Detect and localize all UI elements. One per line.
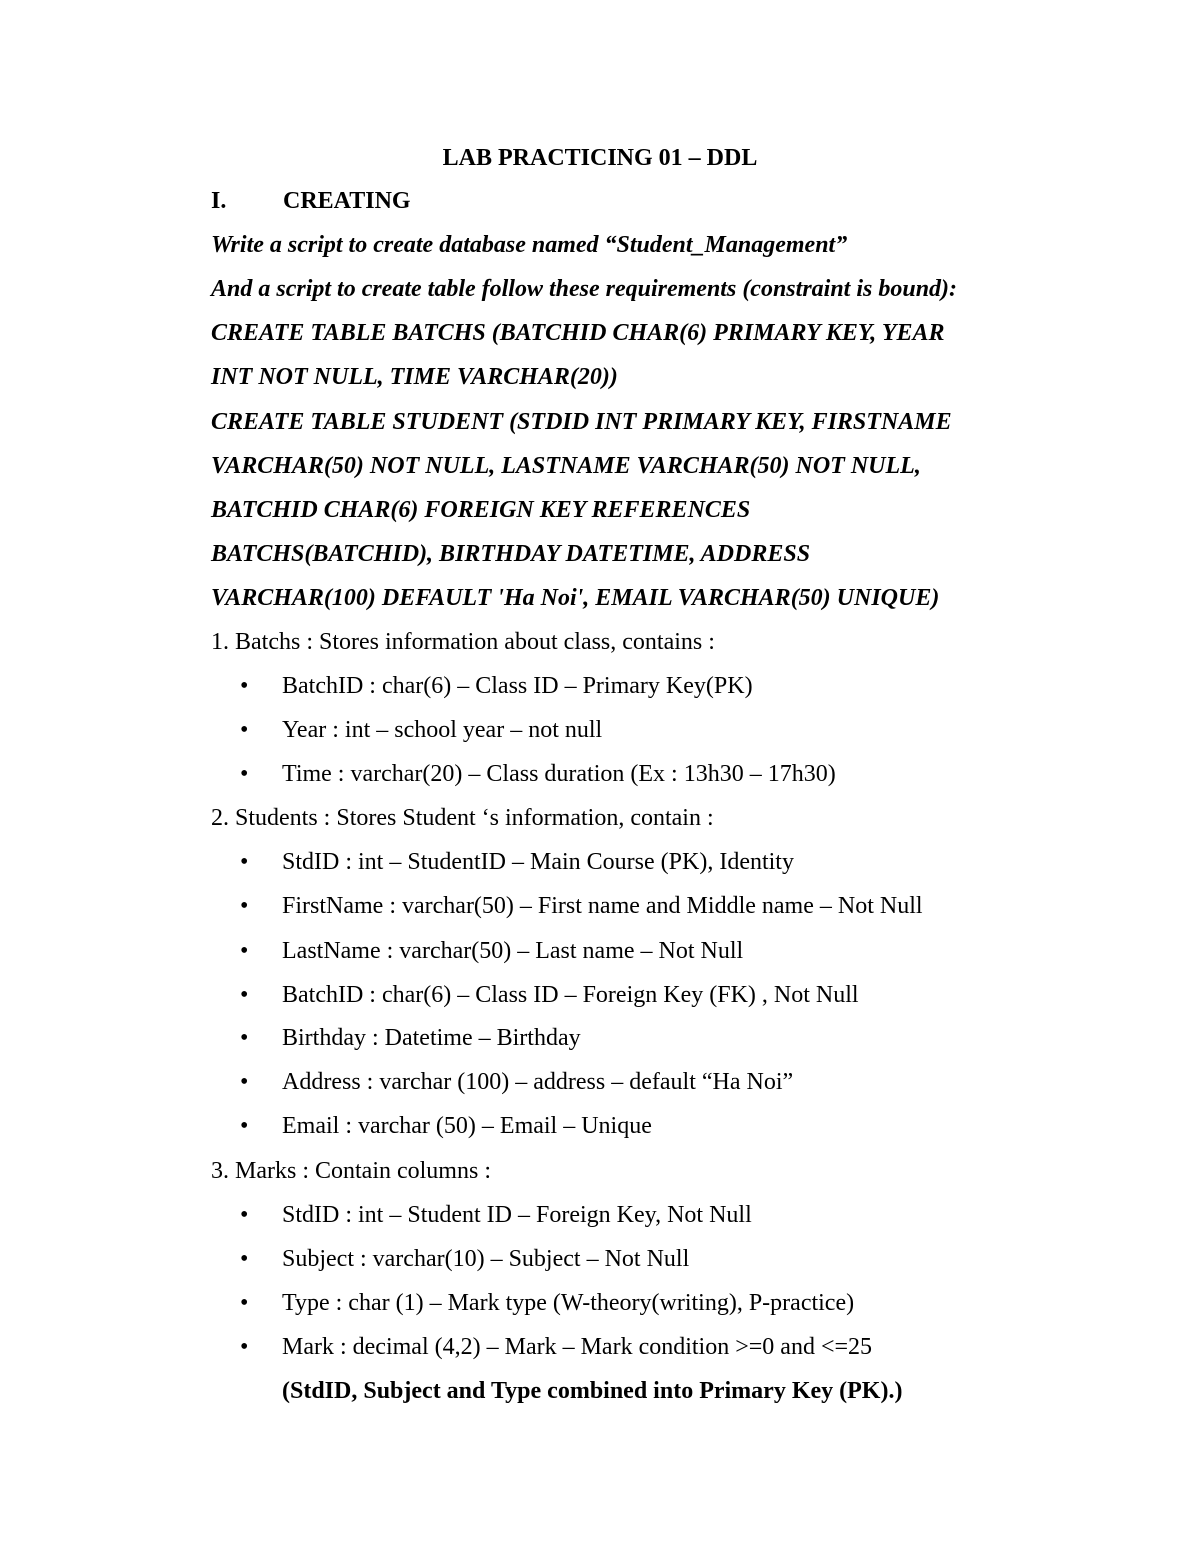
document-title: LAB PRACTICING 01 – DDL (442, 145, 758, 171)
list-item-text: Birthday : Datetime – Birthday (282, 1025, 581, 1051)
bullet-icon: • (240, 893, 249, 919)
bullet-icon: • (240, 938, 249, 964)
bullet-icon: • (240, 761, 249, 787)
list-item (240, 760, 836, 788)
list-item (240, 1024, 581, 1052)
list-item (240, 1333, 872, 1361)
bullet-icon: • (240, 849, 249, 875)
bullet-icon: • (240, 1246, 249, 1272)
list-item (240, 937, 743, 965)
list-item (240, 892, 923, 920)
instruction-line: Write a script to create database named “Student_Management” (211, 232, 848, 258)
bullet-icon: • (240, 1113, 249, 1139)
sql-line: INT NOT NULL, TIME VARCHAR(20)) (211, 364, 618, 390)
list-item-text: Year : int – school year – not null (282, 717, 603, 743)
sql-line: VARCHAR(50) NOT NULL, LASTNAME VARCHAR(50) NOT NULL, (211, 453, 921, 479)
list-item (240, 1289, 854, 1317)
bullet-icon: • (240, 1025, 249, 1051)
list-item (240, 1201, 752, 1229)
list-item-text: StdID : int – StudentID – Main Course (PK), Identity (282, 849, 794, 875)
list-item-text: FirstName : varchar(50) – First name and Middle name – Not Null (282, 893, 923, 919)
list-item (240, 1068, 793, 1096)
table-heading-batchs: 1. Batchs : Stores information about class, contains : (211, 629, 715, 655)
list-item-text: BatchID : char(6) – Class ID – Primary Key(PK) (282, 673, 753, 699)
bullet-icon: • (240, 717, 249, 743)
list-item (240, 981, 859, 1009)
section-heading (211, 187, 411, 215)
table-heading-students: 2. Students : Stores Student ‘s information, contain : (211, 805, 714, 831)
bullet-icon: • (240, 1290, 249, 1316)
bullet-icon: • (240, 1334, 249, 1360)
sql-line: VARCHAR(100) DEFAULT 'Ha Noi', EMAIL VARCHAR(50) UNIQUE) (211, 585, 940, 611)
list-item-text: Time : varchar(20) – Class duration (Ex : 13h30 – 17h30) (282, 761, 836, 787)
list-item-text: Address : varchar (100) – address – default “Ha Noi” (282, 1069, 794, 1095)
sql-line: CREATE TABLE BATCHS (BATCHID CHAR(6) PRIMARY KEY, YEAR (211, 320, 945, 346)
sql-line: BATCHS(BATCHID), BIRTHDAY DATETIME, ADDRESS (211, 541, 811, 567)
bullet-icon: • (240, 1069, 249, 1095)
sql-line: BATCHID CHAR(6) FOREIGN KEY REFERENCES (211, 497, 751, 523)
primary-key-note: (StdID, Subject and Type combined into Primary Key (PK).) (282, 1378, 903, 1404)
list-item (240, 1245, 689, 1273)
list-item (240, 672, 753, 700)
list-item-text: Mark : decimal (4,2) – Mark – Mark condition >=0 and <=25 (282, 1334, 873, 1360)
bullet-icon: • (240, 982, 249, 1008)
bullet-icon: • (240, 673, 249, 699)
list-item-text: Subject : varchar(10) – Subject – Not Null (282, 1246, 690, 1272)
list-item-text: LastName : varchar(50) – Last name – Not Null (282, 938, 744, 964)
list-item (240, 848, 794, 876)
section-title: CREATING (283, 188, 411, 214)
sql-line: CREATE TABLE STUDENT (STDID INT PRIMARY KEY, FIRSTNAME (211, 409, 952, 435)
list-item-text: Email : varchar (50) – Email – Unique (282, 1113, 652, 1139)
bullet-icon: • (240, 1202, 249, 1228)
table-heading-marks: 3. Marks : Contain columns : (211, 1158, 491, 1184)
section-number: I. (211, 188, 227, 214)
list-item-text: Type : char (1) – Mark type (W-theory(writing), P-practice) (282, 1290, 855, 1316)
instruction-line: And a script to create table follow these requirements (constraint is bound): (211, 276, 958, 302)
list-item (240, 1112, 652, 1140)
list-item-text: BatchID : char(6) – Class ID – Foreign Key (FK) , Not Null (282, 982, 859, 1008)
list-item-text: StdID : int – Student ID – Foreign Key, Not Null (282, 1202, 752, 1228)
list-item (240, 716, 602, 744)
